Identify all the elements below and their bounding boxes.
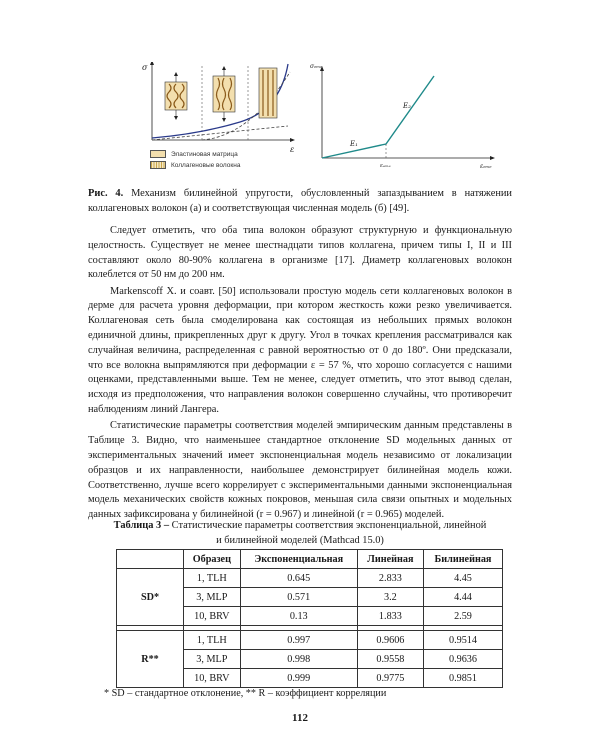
table-row <box>117 631 503 650</box>
paragraph-2: Markenscoff X. и соавт. [50] использовали простую модель сети коллагеновых волокон в дерме для расчета уровня деформации, при котором жесткость кожи резко увеличивается. Коллагеновая сеть была смоделирована как состоящая из небольших прямых волокон единичной длины, прикрепленных друг к другу. Угол в точках крепления рассматривался как случайная величина, распределенная с равной вероятностью от 0 до 180º. Они предсказали, что все волокна выпрямляются при деформации ε = 57 %, что хорошо согласуется с нашими оценками, представленными выше. Тем не менее, следует отметить, что этот вывод сделан, исходя из предположения, что направления волокон совершенно случайны, что противоречит наблюдениям линий Лангера. <box>88 285 512 416</box>
figure-a-y-label: σ <box>142 63 148 72</box>
table-cell: 3, MLP <box>184 650 241 669</box>
figure-b-x-label: εₑₘₑ <box>480 163 492 170</box>
figure-caption <box>88 186 512 216</box>
table-cell: 0.571 <box>240 588 357 607</box>
figure-b-y-label: σₑₘₑ <box>310 63 323 70</box>
table-cell: 0.645 <box>240 569 357 588</box>
figure-a-matrix-line <box>152 126 288 140</box>
legend-swatch-matrix <box>150 150 166 158</box>
table-cell: 10, BRV <box>184 669 241 688</box>
table-cell: 0.13 <box>240 607 357 626</box>
page-number: 112 <box>292 712 308 724</box>
table-caption-label: Таблица 3 – <box>113 520 170 531</box>
table-header-row <box>117 550 503 569</box>
specimen-2 <box>213 66 235 122</box>
specimen-3 <box>259 68 277 118</box>
table-caption-line-2: и билинейной моделей (Mathcad 15.0) <box>216 534 384 546</box>
figure-4 <box>0 0 600 185</box>
specimen-1 <box>165 72 187 120</box>
table-footnote: * SD – стандартное отклонение, ** R – коэффициент корреляции <box>104 688 387 699</box>
table-row <box>117 569 503 588</box>
table-header-exponential: Экспоненциальная <box>240 550 357 569</box>
table-header-linear: Линейная <box>357 550 423 569</box>
table-header-sample: Образец <box>184 550 241 569</box>
table-cell: 0.9775 <box>357 669 423 688</box>
figure-b-bilinear-line <box>322 76 434 158</box>
table-group-r: R** <box>117 631 184 688</box>
table-header-empty <box>117 550 184 569</box>
table-cell: 0.9558 <box>357 650 423 669</box>
legend-swatch-fibers <box>150 161 166 169</box>
table-cell: 0.998 <box>240 650 357 669</box>
table-cell: 4.44 <box>423 588 502 607</box>
legend-label-fibers: Коллагеновые волокна <box>171 161 241 169</box>
table-cell: 0.9606 <box>357 631 423 650</box>
figure-a-legend <box>150 150 240 172</box>
table-cell: 10, BRV <box>184 607 241 626</box>
table-caption-line-1: Статистические параметры соответствия экспоненциальной, линейной <box>169 520 487 531</box>
legend-item-fibers <box>150 161 240 169</box>
table-cell: 1, TLH <box>184 569 241 588</box>
figure-b-x-tick: εₑₘₑ <box>380 163 391 169</box>
table-cell: 0.999 <box>240 669 357 688</box>
stats-table <box>116 549 503 688</box>
table-cell: 0.9636 <box>423 650 502 669</box>
table-caption <box>88 519 512 548</box>
paragraph-1: Следует отметить, что оба типа волокон образуют структурную и функциональную целостность. Существует не менее шестнадцати типов коллагена, причем типы I, II и III составляют около 80-90% коллагена в организме [17]. Диаметр коллагеновых волокон колеблется от 50 нм до 200 нм. <box>88 225 512 281</box>
table-cell: 1, TLH <box>184 631 241 650</box>
figure-caption-label: Рис. 4. <box>88 188 124 199</box>
paragraph-3: Статистические параметры соответствия моделей эмпирическим данным представлены в Таблице 3. Видно, что наименьшее стандартное отклонение SD модельных данных от экспериментальных значений имеет экспоненциальная модель независимо от локализации образцов и их направленности, наибольшее демонстрирует билинейная модель кожи. Соответственно, лучше всего коррелирует с экспериментальными данными экспоненциальная модель механических свойств кожных покровов, меньшая сила связи опытных и модельных данных зафиксирована у билинейной (r = 0.967) и линейной (r = 0.965) моделей. <box>88 420 512 521</box>
table-cell: 4.45 <box>423 569 502 588</box>
table-header-bilinear: Билинейная <box>423 550 502 569</box>
table-cell: 0.9851 <box>423 669 502 688</box>
figure-b-e1-label: E₁ <box>350 140 358 148</box>
table-group-sd: SD* <box>117 569 184 626</box>
table-cell: 3.2 <box>357 588 423 607</box>
table-cell: 0.9514 <box>423 631 502 650</box>
figure-a-x-label: ε <box>290 145 295 154</box>
table-cell: 3, MLP <box>184 588 241 607</box>
table-cell: 1.833 <box>357 607 423 626</box>
figure-b-bilinear-model <box>310 62 500 172</box>
legend-label-matrix: Эластиновая матрица <box>171 150 238 158</box>
figure-caption-text: Механизм билинейной упругости, обусловленный запаздыванием в натяжении коллагеновых волокон (а) и соответствующая численная модель (б) [49]. <box>88 188 512 214</box>
table-cell: 0.997 <box>240 631 357 650</box>
figure-b-e2-label: E₂ <box>403 102 411 110</box>
table-cell: 2.833 <box>357 569 423 588</box>
table-cell: 2.59 <box>423 607 502 626</box>
body-text <box>88 224 512 524</box>
legend-item-matrix <box>150 150 240 158</box>
